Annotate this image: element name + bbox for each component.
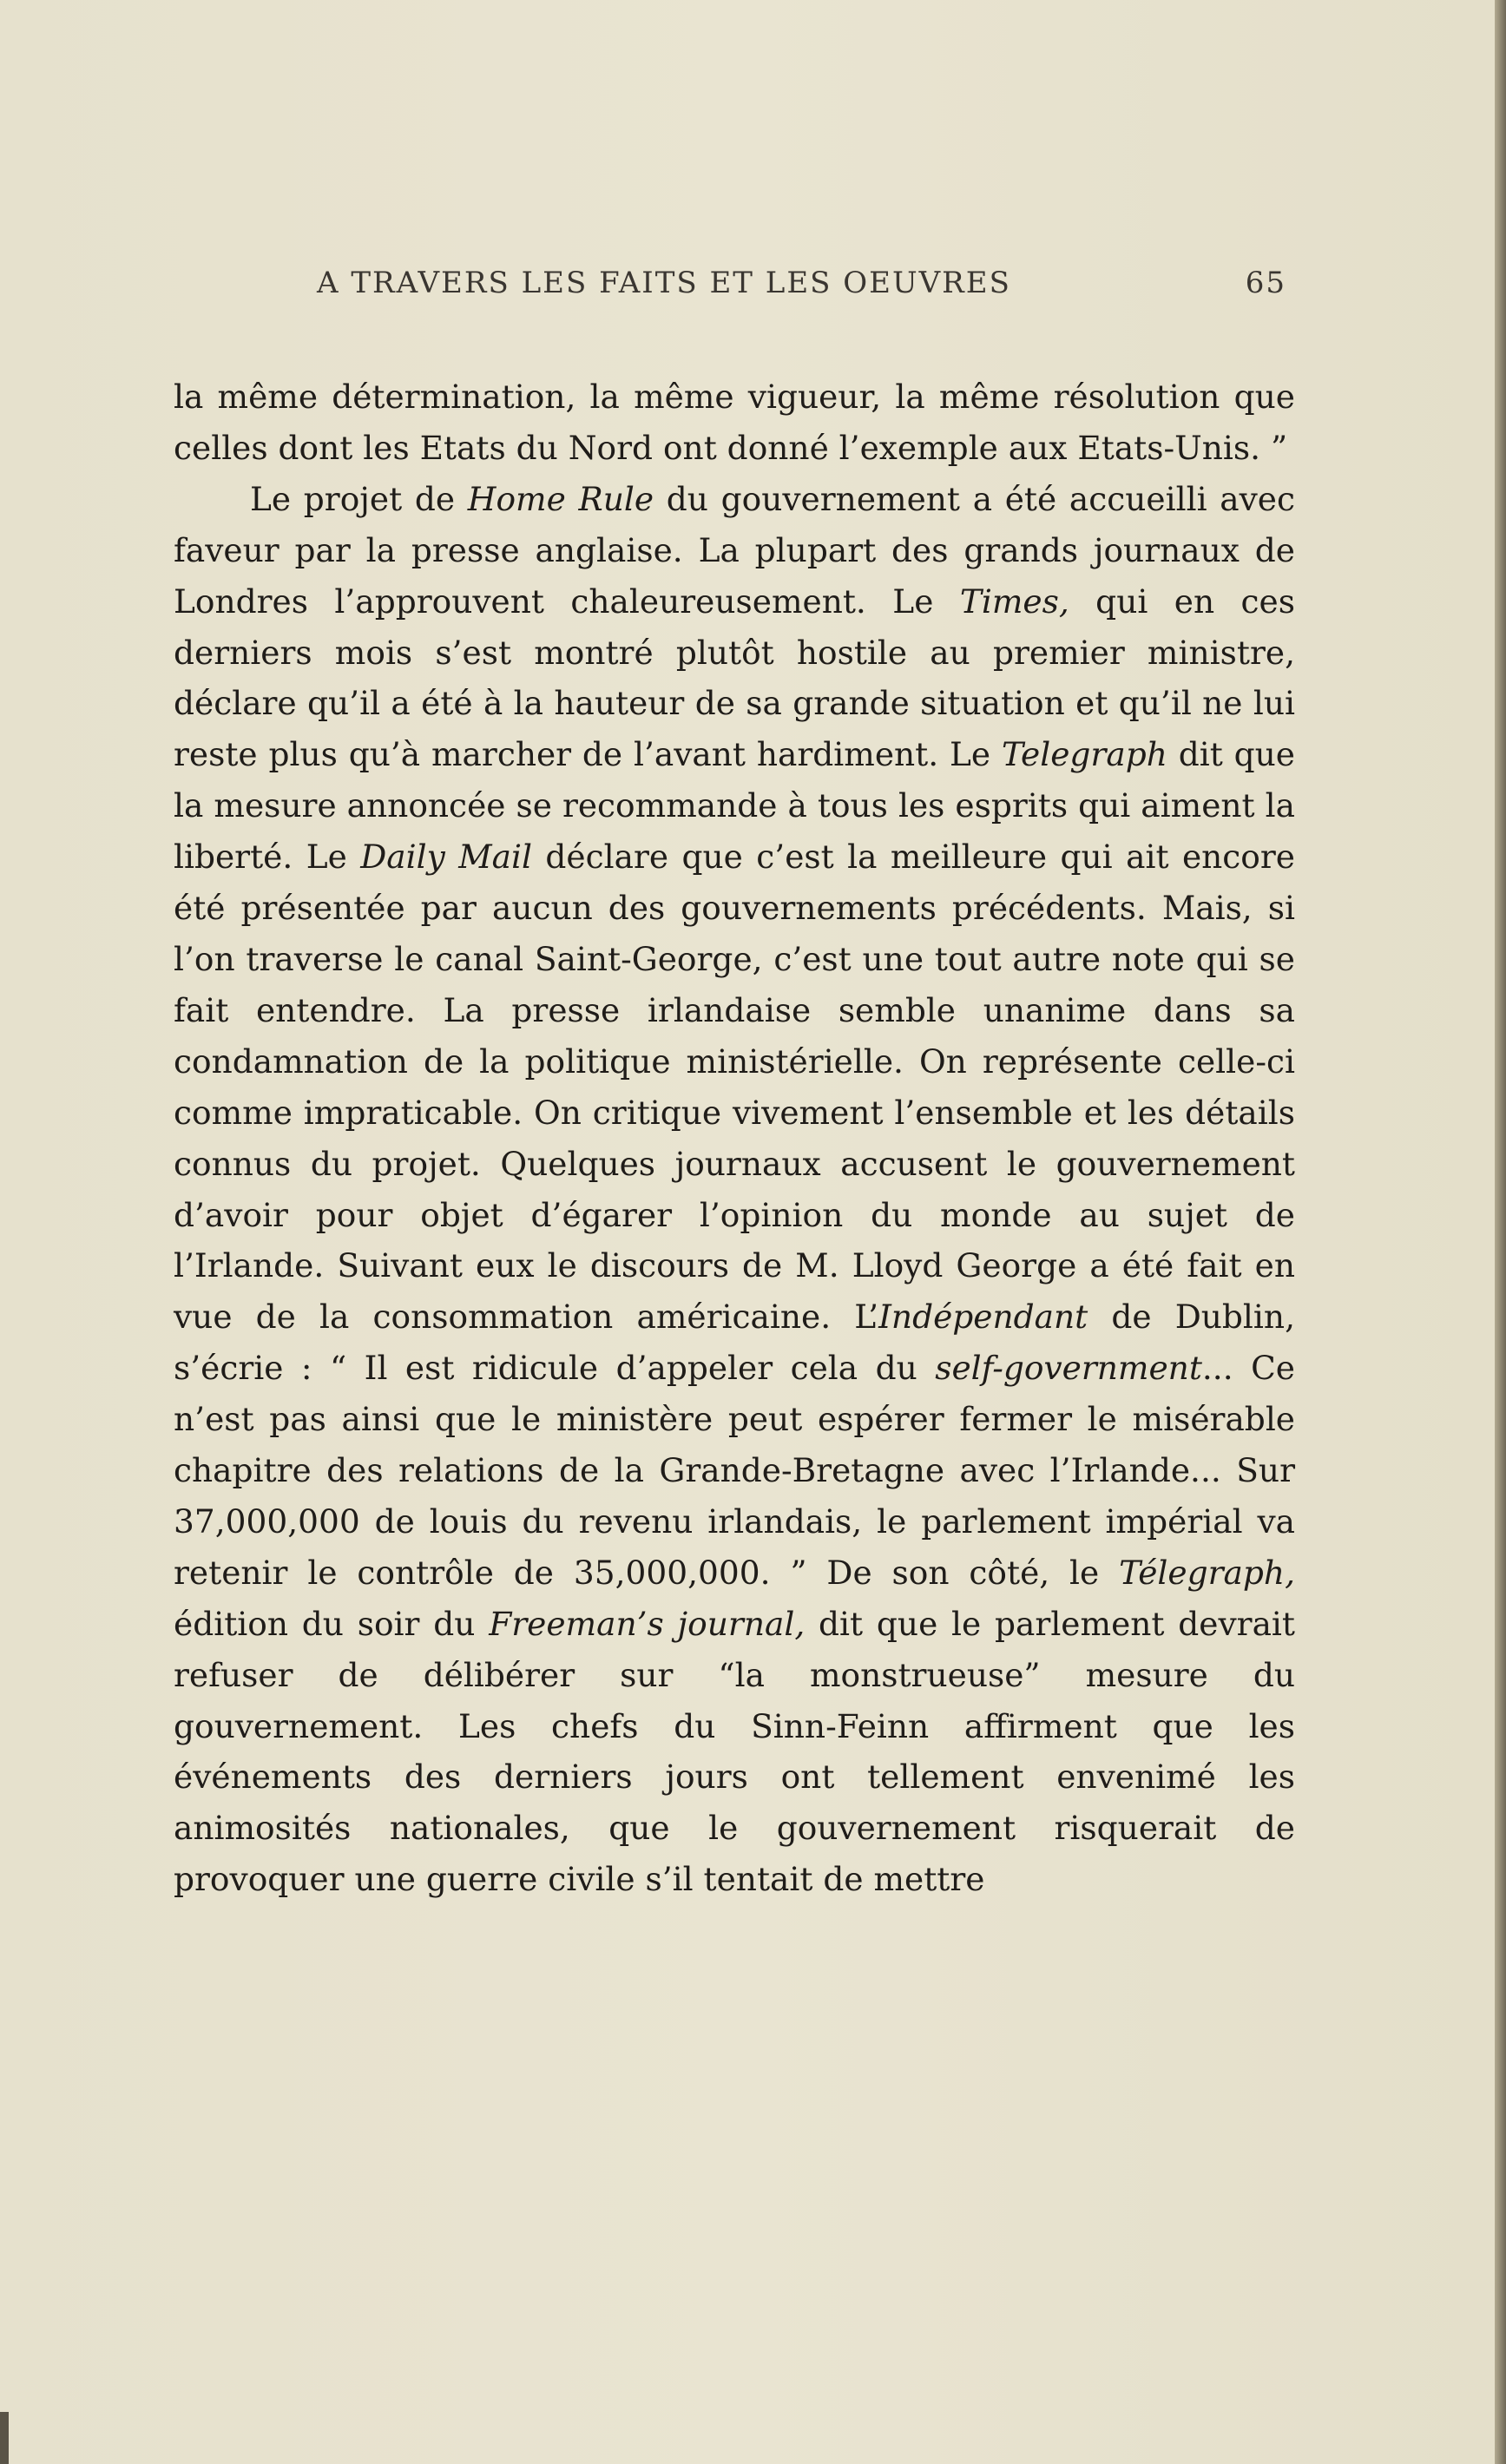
italic-title: Telegraph [1001,735,1167,774]
body-text [174,371,1295,1905]
italic-title: Home Rule [467,479,654,518]
italic-title: Indépendant [878,1298,1088,1337]
running-title: A TRAVERS LES FAITS ET LES OEUVRES [317,266,1011,300]
italic-term: self-government [935,1349,1202,1388]
italic-title: Times, [959,582,1069,621]
text-segment: la même détermination, la même vigueur, la même résolution que celles dont les Etats du Nord ont donné l’exemple aux Etats-Unis. ” [174,378,1295,467]
page-edge [1495,0,1506,2464]
text-segment: dit que le parlement devrait refuser de délibérer sur “la monstrueuse” mesure du gouvernement. Les chefs du Sinn-Feinn affirment que les événements des derniers jours ont tellement envenimé les animosités nationales, que le gouvernement risquerait de provoquer une guerre civile s’il tentait de mettre [174,1604,1295,1899]
text-segment: ... Ce n’est pas ainsi que le ministère peut espérer fermer le misérable chapitre des relations de la Grande-Bretagne avec l’Irlande... Sur 37,000,000 de louis du revenu irlandais, le parlement impérial va retenir le contrôle de 35,000,000. ” De son côté, le [174,1349,1295,1592]
italic-title: Daily Mail [360,838,532,877]
text-segment: déclare que c’est la meilleure qui ait encore été présentée par aucun des gouvernements précédents. Mais, si l’on traverse le canal Saint-George, c’est une tout autre note qui se fait entendre. La presse irlandaise semble unanime dans sa condamnation de la politique ministérielle. On représente celle-ci comme impraticable. On critique vivement l’ensemble et les détails connus du projet. Quelques journaux accusent le gouvernement d’avoir pour objet d’égarer l’opinion du monde au sujet de l’Irlande. Suivant eux le discours de M. Lloyd George a été fait en vue de la consommation américaine. L’ [174,838,1295,1337]
text-segment: Le projet de [250,479,468,518]
italic-title: Freeman’s journal, [489,1604,806,1643]
paragraph-1 [174,371,1295,474]
text-segment: de Dublin, s’écrie : “ Il est ridicule d’appeler cela du [174,1298,1295,1388]
paragraph-2 [174,474,1295,1905]
text-segment: édition du soir du [174,1604,490,1643]
text-segment: dit que la mesure annoncée se recommande à tous les esprits qui aiment la liberté. Le [174,735,1295,877]
page-number: 65 [1245,266,1286,300]
text-segment: du gouvernement a été accueilli avec faveur par la presse anglaise. La plupart des grands journaux de Londres l’approuvent chaleureusement. Le [174,479,1296,621]
italic-title: Télegraph, [1119,1553,1295,1592]
scan-shadow [0,2412,9,2464]
text-segment: qui en ces derniers mois s’est montré plutôt hostile au premier ministre, déclare qu’il a été à la hauteur de sa grande situation et qu’il ne lui reste plus qu’à marcher de l’avant hardiment. Le [174,582,1295,774]
running-head [174,266,1286,318]
